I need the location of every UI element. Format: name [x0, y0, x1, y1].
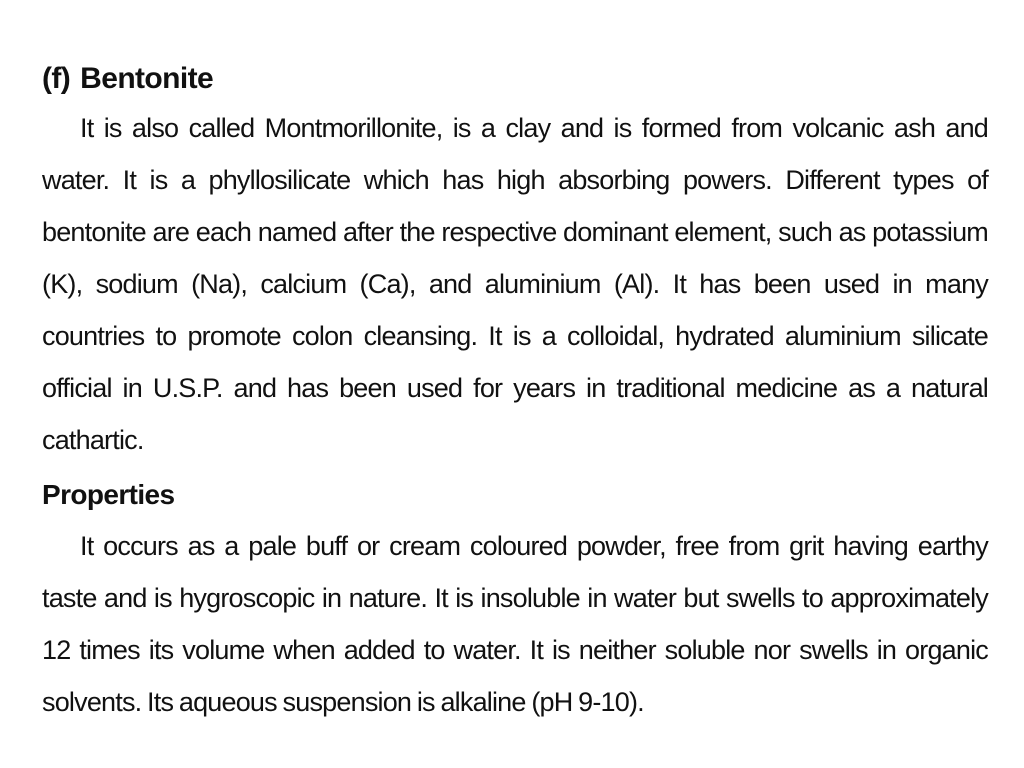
intro-paragraph: It is also called Montmorillonite, is a clay and is formed from volcanic ash and water. It is a phyllosilicate which has high absorbing powers. Different types of bentonite are each named after the respective dominant element, such as potassium (K), sodium (Na), calcium (Ca), and aluminium (Al). It has been used in many countries to promote colon cleansing. It is a colloidal, hydrated aluminium silicate official in U.S.P. and has been used for years in traditional medicine as a natural cathartic. — [42, 113, 988, 455]
section-heading — [42, 56, 988, 102]
section-title: Bentonite — [80, 62, 214, 95]
properties-heading: Properties — [42, 479, 175, 510]
section-label: (f) — [42, 62, 71, 95]
properties-paragraph: It occurs as a pale buff or cream coloured powder, free from grit having earthy taste and is hygroscopic in nature. It is insoluble in water but swells to approximately 12 times its volume when added to water. It is neither soluble nor swells in organic solvents. Its aqueous suspension is alkaline (pH 9-10). — [42, 531, 988, 717]
